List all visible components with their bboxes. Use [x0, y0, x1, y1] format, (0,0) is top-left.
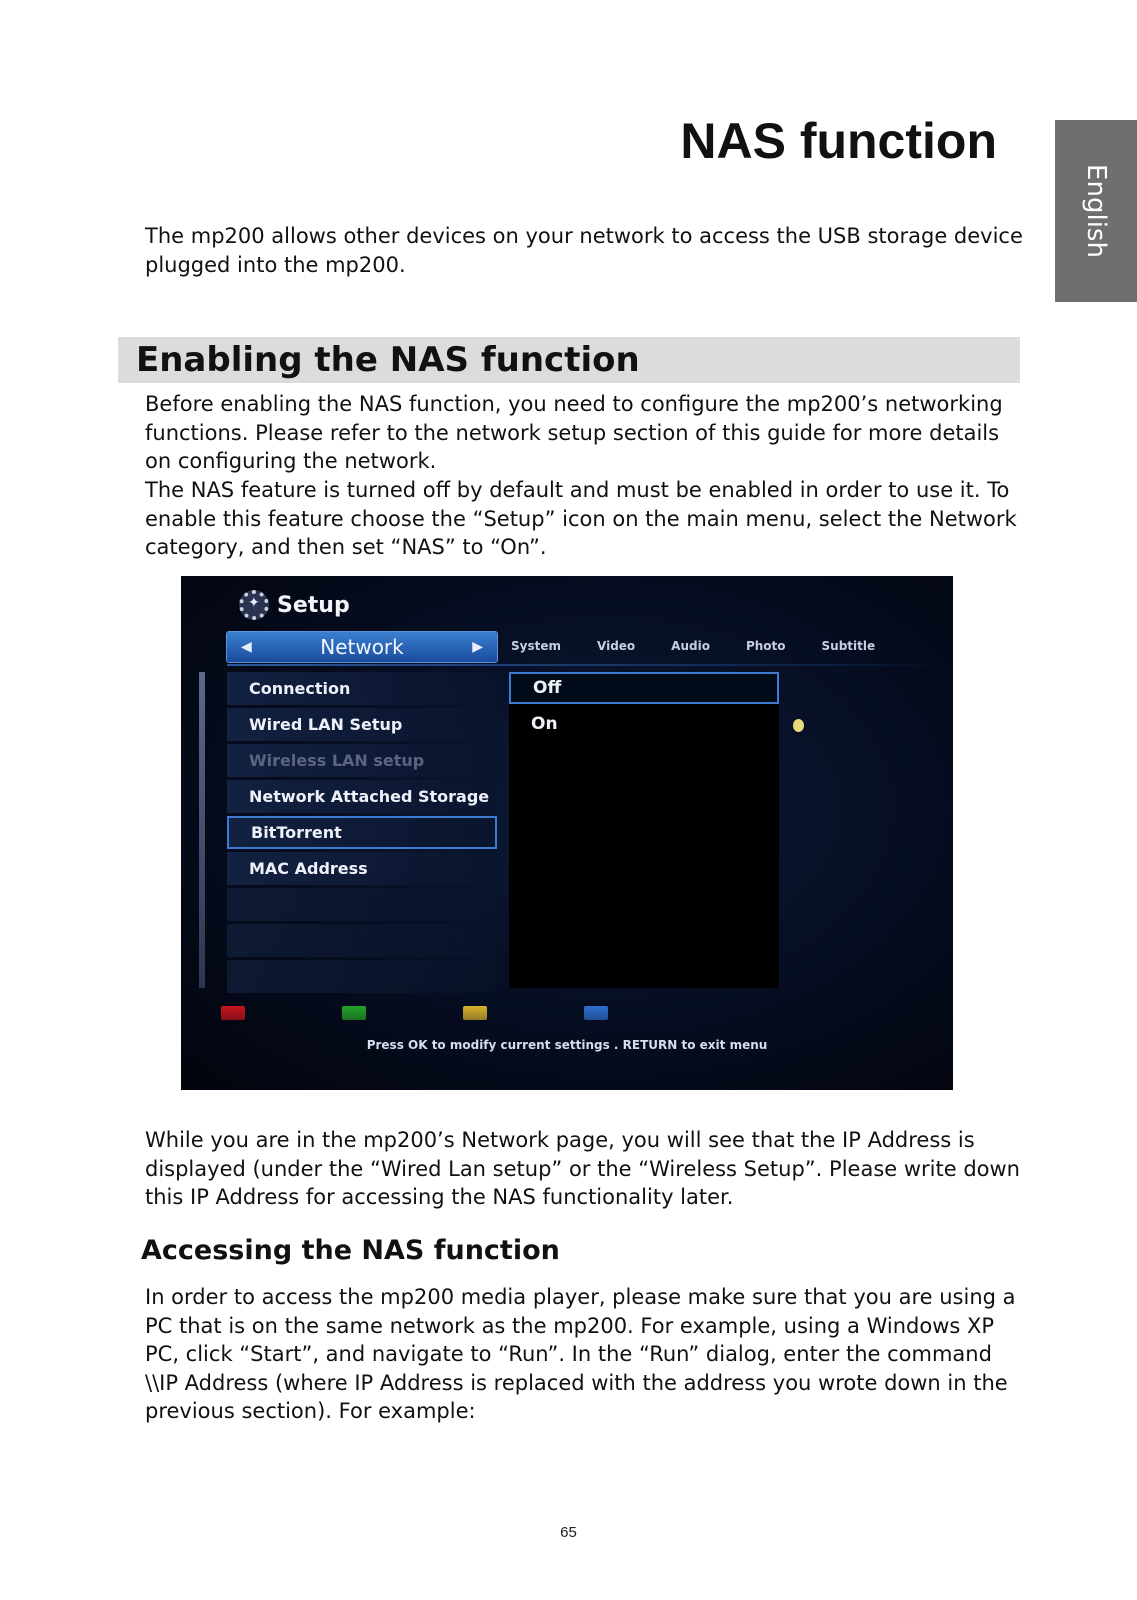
menu-item-empty [227, 924, 497, 957]
tab-video[interactable]: Video [597, 639, 636, 653]
intro-paragraph: The mp200 allows other devices on your network to access the USB storage device plugged into the mp200. [145, 224, 1023, 277]
menu-item-connection[interactable]: Connection [227, 672, 497, 705]
category-tabs [511, 639, 911, 653]
section-heading-accessing: Accessing the NAS function [141, 1235, 560, 1266]
ip-address-paragraph: While you are in the mp200’s Network page, you will see that the IP Address is displayed (under the “Wired Lan setup” or the “Wireless Setup”. Please write down this IP Address for accessing the NAS functionality later. [145, 1128, 1020, 1209]
option-off[interactable]: Off [509, 672, 779, 704]
section-heading-enabling: Enabling the NAS function [136, 340, 640, 380]
left-arrow-icon[interactable]: ◀ [241, 639, 252, 655]
divider [227, 664, 947, 666]
accessing-paragraph: In order to access the mp200 media player, please make sure that you are using a PC that is on the same network as the mp200. For example, using a Windows XP PC, click “Start”, and navigate to “Run”. In the “Run” dialog, enter the command \\IP Address (where IP Address is replaced with the address you wrote down in the previous section). For example: [145, 1285, 1016, 1423]
category-label: Network [320, 635, 404, 659]
option-on[interactable]: On [531, 714, 558, 734]
setup-header [239, 590, 350, 620]
section-heading-bar [118, 337, 1020, 383]
page-title: NAS function [680, 113, 997, 169]
category-selector[interactable] [227, 632, 497, 662]
color-keys [221, 1006, 641, 1022]
menu-item-wireless-lan-setup: Wireless LAN setup [227, 744, 497, 777]
tab-system[interactable]: System [511, 639, 561, 653]
gear-icon [239, 590, 269, 620]
menu-item-wired-lan-setup[interactable]: Wired LAN Setup [227, 708, 497, 741]
tab-audio[interactable]: Audio [671, 639, 710, 653]
current-value-indicator-icon [793, 719, 804, 732]
page-number: 65 [560, 1524, 577, 1541]
language-label: English [1081, 164, 1112, 258]
language-tab [1055, 120, 1137, 302]
menu-item-mac-address[interactable]: MAC Address [227, 852, 497, 885]
menu-item-bittorrent[interactable]: BitTorrent [227, 816, 497, 849]
enabling-paragraph-2: The NAS feature is turned off by default and must be enabled in order to use it. To enable this feature choose the “Setup” icon on the main menu, select the Network category, and then set “NAS” to “On”. [145, 478, 1017, 559]
red-key-icon [221, 1006, 245, 1020]
tab-subtitle[interactable]: Subtitle [821, 639, 876, 653]
green-key-icon [342, 1006, 366, 1020]
enabling-paragraph-1: Before enabling the NAS function, you need to configure the mp200’s networking functions. Please refer to the network setup section of this guide for more details on configuring the network. [145, 392, 1003, 473]
setup-menu-screenshot [181, 576, 953, 1090]
help-hint: Press OK to modify current settings . RETURN to exit menu [366, 1038, 768, 1052]
network-menu [227, 672, 497, 996]
tab-photo[interactable]: Photo [745, 639, 786, 653]
setup-title: Setup [277, 592, 350, 618]
yellow-key-icon [463, 1006, 487, 1020]
option-list [509, 672, 779, 988]
blue-key-icon [584, 1006, 608, 1020]
scrollbar[interactable] [199, 672, 205, 988]
menu-item-empty [227, 888, 497, 921]
menu-item-empty [227, 960, 497, 993]
menu-item-network-attached-storage[interactable]: Network Attached Storage [227, 780, 497, 813]
right-arrow-icon[interactable]: ▶ [472, 639, 483, 655]
